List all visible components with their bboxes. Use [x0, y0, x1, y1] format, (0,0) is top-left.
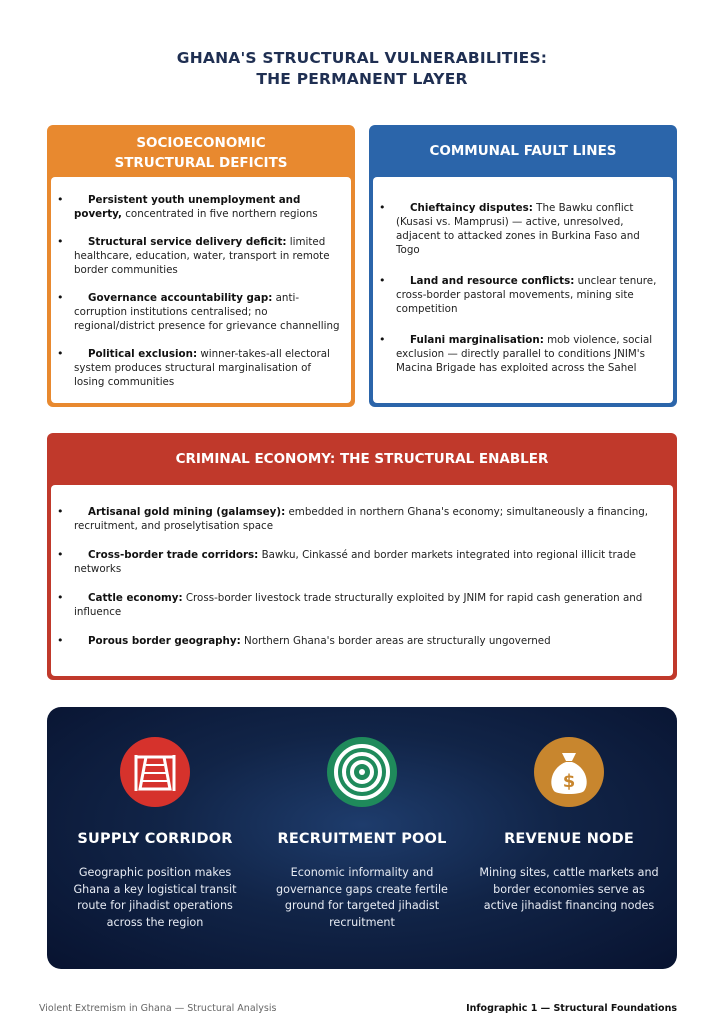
- list-item: [51, 505, 667, 533]
- list-item: [51, 634, 667, 648]
- item-text: limited healthcare, education, water, transport in remote border communities: [74, 236, 330, 276]
- item-lead: Chieftaincy disputes:: [410, 202, 533, 214]
- item-lead: Structural service delivery deficit:: [88, 236, 287, 248]
- role-revenue-node: [464, 737, 674, 915]
- item-text: unclear tenure, cross-border pastoral movements, mining site competition: [396, 275, 657, 315]
- list-item: [373, 274, 663, 316]
- title-line-1: GHANA'S STRUCTURAL VULNERABILITIES:: [176, 49, 548, 67]
- item-text: anti-corruption institutions centralised; no regional/district presence for grievance channelling: [74, 292, 340, 332]
- item-text: winner-takes-all electoral system produces structural marginalisation of losing communities: [74, 348, 330, 388]
- role-title: SUPPLY CORRIDOR: [77, 831, 233, 847]
- criminal-economy-heading: [47, 433, 677, 485]
- socioeconomic-heading: [47, 125, 355, 179]
- role-text: Mining sites, cattle markets and border economies serve as active jihadist financing nodes: [479, 866, 659, 912]
- list-item: [51, 347, 341, 389]
- list-item: [51, 548, 667, 576]
- item-lead: Governance accountability gap:: [88, 292, 273, 304]
- target-icon: [327, 737, 397, 807]
- corridor-icon: [120, 737, 190, 807]
- criminal-economy-list: [51, 505, 667, 648]
- socioeconomic-heading-line-1: SOCIOECONOMIC: [136, 135, 266, 151]
- item-text: mob violence, social exclusion — directly parallel to conditions JNIM's Macina Brigade has exploited across the Sahel: [396, 334, 653, 374]
- list-item: [373, 333, 663, 375]
- item-lead: Land and resource conflicts:: [410, 275, 575, 287]
- list-item: [51, 235, 341, 277]
- footer-label: Infographic 1 — Structural Foundations: [466, 1003, 677, 1014]
- communal-heading-text: COMMUNAL FAULT LINES: [429, 143, 617, 159]
- criminal-economy-card: [47, 433, 677, 680]
- communal-body: [373, 177, 673, 403]
- socioeconomic-list: [51, 193, 341, 389]
- item-lead: Persistent youth unemployment and poverty,: [74, 194, 301, 220]
- role-title: REVENUE NODE: [504, 831, 634, 847]
- role-text: Geographic position makes Ghana a key logistical transit route for jihadist operations across the region: [73, 866, 237, 929]
- communal-card: [369, 125, 677, 407]
- role-supply-corridor: [50, 737, 260, 931]
- role-title: RECRUITMENT POOL: [277, 831, 447, 847]
- criminal-economy-body: [51, 485, 673, 676]
- item-text: Cross-border livestock trade structurally exploited by JNIM for rapid cash generation and influence: [74, 592, 643, 618]
- role-text: Economic informality and governance gaps create fertile ground for targeted jihadist recruitment: [276, 866, 448, 929]
- item-lead: Fulani marginalisation:: [410, 334, 544, 346]
- list-item: [373, 201, 663, 257]
- item-text: Northern Ghana's border areas are structurally ungoverned: [240, 635, 551, 647]
- criminal-economy-heading-text: CRIMINAL ECONOMY: THE STRUCTURAL ENABLER: [175, 451, 549, 467]
- item-text: Bawku, Cinkassé and border markets integrated into regional illicit trade networks: [74, 549, 636, 575]
- list-item: [51, 291, 341, 333]
- item-lead: Artisanal gold mining (galamsey):: [88, 506, 286, 518]
- page-title: [0, 48, 724, 90]
- role-recruitment-pool: [257, 737, 467, 931]
- item-lead: Cattle economy:: [88, 592, 183, 604]
- item-lead: Cross-border trade corridors:: [88, 549, 259, 561]
- item-text: The Bawku conflict (Kusasi vs. Mamprusi) — active, unresolved, adjacent to attacked zones in Burkina Faso and Togo: [396, 202, 640, 256]
- money-bag-icon: [534, 737, 604, 807]
- socioeconomic-body: [51, 177, 351, 403]
- item-text: embedded in northern Ghana's economy; simultaneously a financing, recruitment, and proselytisation space: [74, 506, 649, 532]
- title-line-2: THE PERMANENT LAYER: [256, 70, 468, 88]
- list-item: [51, 193, 341, 221]
- footer-source: Violent Extremism in Ghana — Structural Analysis: [39, 1003, 277, 1014]
- list-item: [51, 591, 667, 619]
- svg-text:$: $: [562, 771, 576, 792]
- item-lead: Political exclusion:: [88, 348, 198, 360]
- socioeconomic-card: [47, 125, 355, 407]
- communal-list: [373, 201, 663, 375]
- socioeconomic-heading-line-2: STRUCTURAL DEFICITS: [114, 155, 288, 171]
- communal-heading: [369, 125, 677, 177]
- roles-panel: [47, 707, 677, 969]
- item-lead: Porous border geography:: [88, 635, 241, 647]
- item-text: concentrated in five northern regions: [121, 208, 318, 220]
